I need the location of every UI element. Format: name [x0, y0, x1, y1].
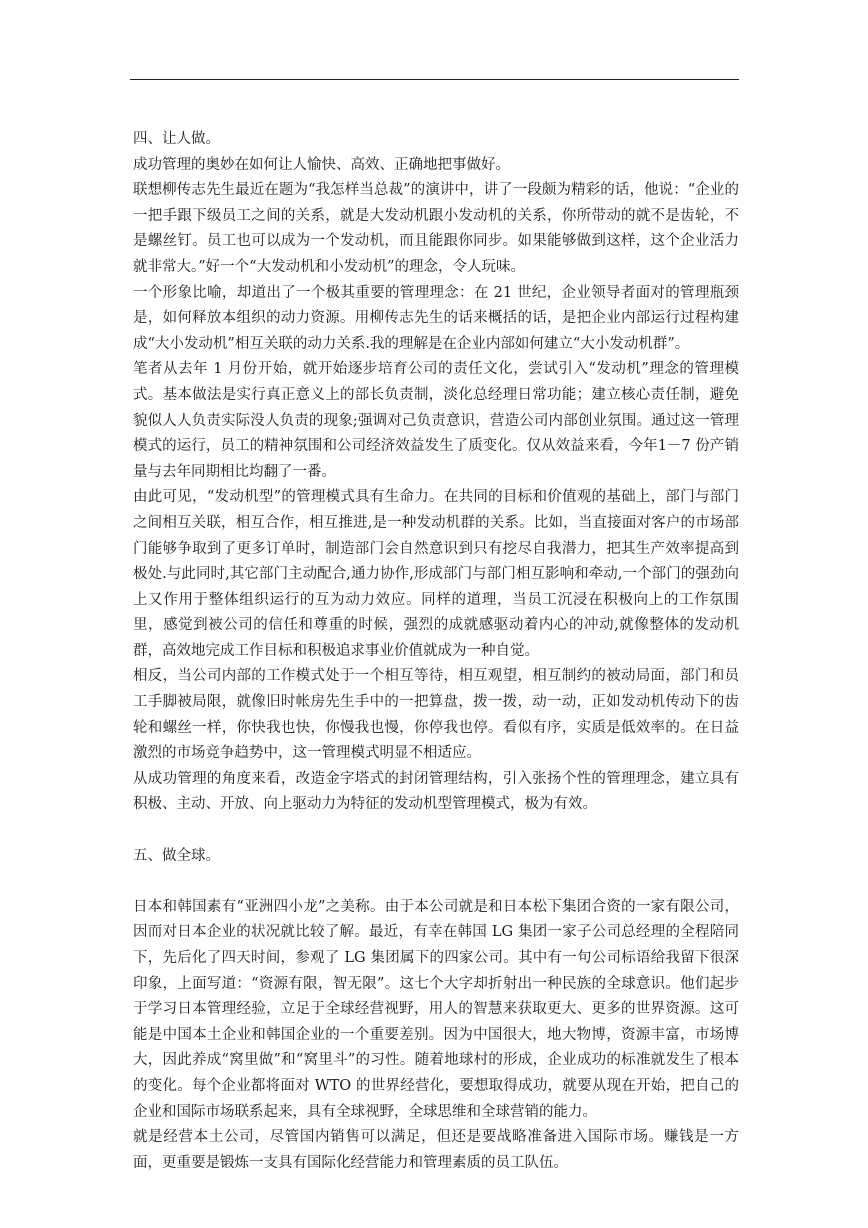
paragraph: 成功管理的奥妙在如何让人愉快、高效、正确地把事做好。	[133, 156, 510, 173]
paragraph: 就是经营本土公司，尽管国内销售可以满足，但还是要战略准备进入国际市场。赚钱是一方面，更重要是锻炼一支具有国际化经营能力和管理素质的员工队伍。	[133, 1129, 739, 1171]
paragraph: 从成功管理的角度来看，改造金字塔式的封闭管理结构，引入张扬个性的管理理念，建立具有积极、主动、开放、向上驱动力为特征的发动机型管理模式，极为有效。	[133, 770, 739, 813]
paragraph: 笔者从去年 1 月份开始，就开始逐步培育公司的责任文化，尝试引入“发动机”理念的管理模式。基本做法是实行真正意义上的部长负责制，淡化总经理日常功能；建立核心责任制，避免貌似人人负责实际没人负责的现象;强调对己负责意识，营造公司内部创业氛围。通过这一管理模式的运行，员工的精神氛围和公司经济效益发生了质变化。仅从效益来看，今年1－7 份产销量与去年同期相比均翻了一番。	[133, 361, 739, 480]
paragraph: 日本和韩国素有“亚洲四小龙”之美称。由于本公司就是和日本松下集团合资的一家有限公司，因而对日本企业的状况就比较了解。最近，有幸在韩国 LG 集团一家子公司总经理的全程陪同下，先后化了四天时间，参观了 LG 集团属下的四家公司。其中有一句公司标语给我留下很深印象，上面写道：“资源有限，智无限”。这七个大字却折射出一种民族的全球意识。他们起步于学习日本管理经验，立足于全球经营视野，用人的智慧来获取更大、更多的世界资源。这可能是中国本土企业和韩国企业的一个重要差别。因为中国很大，地大物博，资源丰富，市场博大，因此养成“窝里做”和“窝里斗”的习性。随着地球村的形成，企业成功的标准就发生了根本的变化。每个企业都将面对 WTO 的世界经营化，要想取得成功，就要从现在开始，把自己的企业和国际市场联系起来，具有全球视野，全球思维和全球营销的能力。	[133, 898, 739, 1120]
section-heading-5: 五、做全球。	[133, 847, 220, 864]
paragraph: 一个形象比喻，却道出了一个极其重要的管理理念：在 21 世纪，企业领导者面对的管理瓶颈是，如何释放本组织的动力资源。用柳传志先生的话来概括的话，是把企业内部运行过程构建成“大小发动机”相互关联的动力关系.我的理解是在企业内部如何建立“大小发动机群”。	[133, 284, 739, 352]
paragraph: 联想柳传志先生最近在题为“我怎样当总裁”的演讲中，讲了一段颇为精彩的话，他说：“企业的一把手跟下级员工之间的关系，就是大发动机跟小发动机的关系，你所带动的就不是齿轮，不是螺丝钉。员工也可以成为一个发动机，而且能跟你同步。如果能够做到这样，这个企业活力就非常大。”好一个“大发动机和小发动机”的理念，令人玩味。	[133, 182, 739, 275]
document-body	[133, 127, 739, 1176]
header-rule	[130, 79, 739, 80]
section-heading-4: 四、让人做。	[133, 131, 220, 147]
paragraph: 由此可见，“发动机型”的管理模式具有生命力。在共同的目标和价值观的基础上，部门与部门之间相互关联，相互合作，相互推进,是一种发动机群的关系。比如，当直接面对客户的市场部门能够争取到了更多订单时，制造部门会自然意识到只有挖尽自我潜力，把其生产效率提高到极处.与此同时,其它部门主动配合,通力协作,形成部门与部门相互影响和牵动,一个部门的强劲向上又作用于整体组织运行的互为动力效应。同样的道理，当员工沉浸在积极向上的工作氛围里，感觉到被公司的信任和尊重的时候，强烈的成就感驱动着内心的冲动,就像整体的发动机群，高效地完成工作目标和积极追求事业价值就成为一种自觉。	[133, 489, 739, 659]
paragraph: 相反，当公司内部的工作模式处于一个相互等待，相互观望，相互制约的被动局面，部门和员工手脚被局限，就像旧时帐房先生手中的一把算盘，拨一拨，动一动，正如发动机传动下的齿轮和螺丝一样，你快我也快，你慢我也慢，你停我也停。看似有序，实质是低效率的。在日益激烈的市场竞争趋势中，这一管理模式明显不相适应。	[133, 668, 739, 762]
